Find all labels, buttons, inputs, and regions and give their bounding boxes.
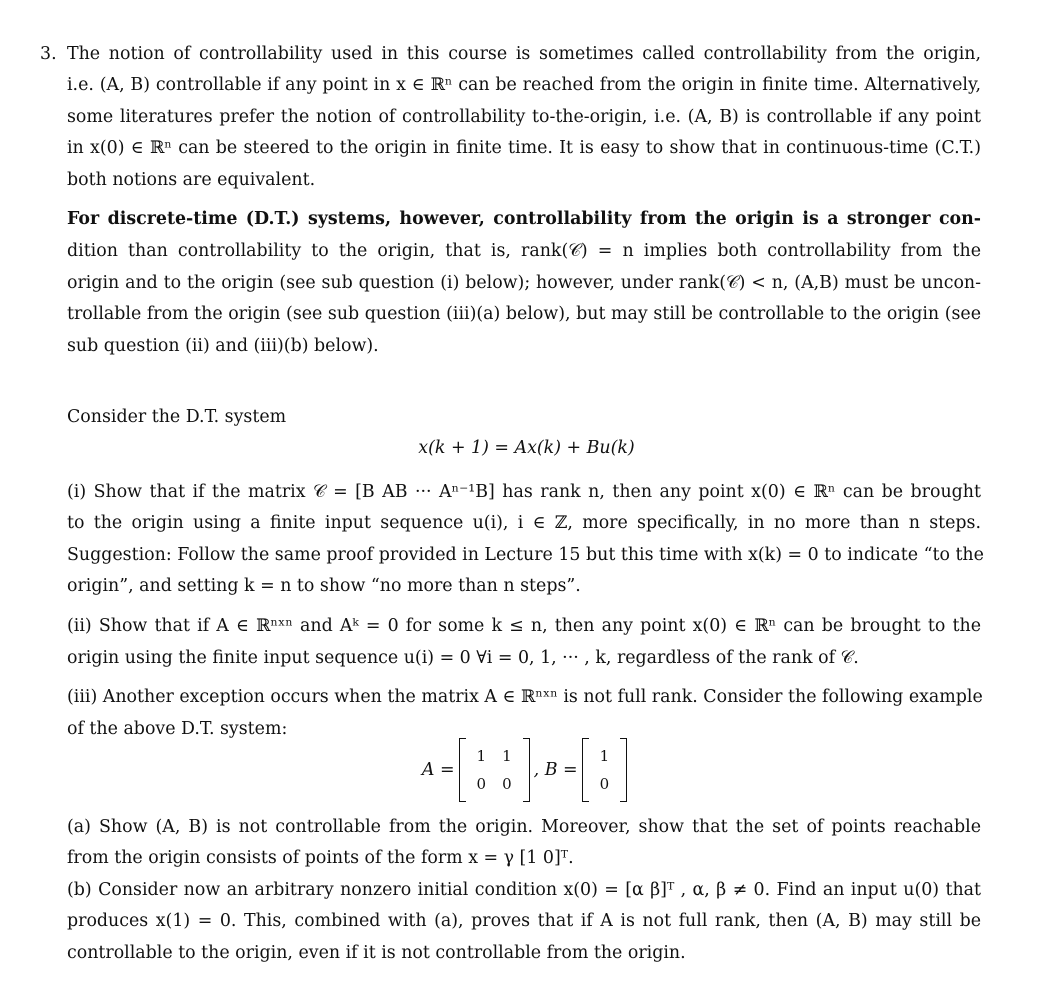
matrix-a-cell: 1 [476,747,487,765]
matrix-b-label: , B = [533,760,578,780]
matrix-b [582,742,628,798]
matrix-b-cell: 0 [599,775,610,793]
intro-line-2: i.e. (A, B) controllable if any point in x ∈ ℝⁿ can be reached from the origin in finite time. Alternatively, [67,75,981,95]
dt-line-3: origin and to the origin (see sub question (i) below); however, under rank(𝒞) < n, (A,B) must be uncon- [67,273,981,293]
intro-line-1: The notion of controllability used in this course is sometimes called controllability from the origin, [67,44,981,64]
system-equation: x(k + 1) = Ax(k) + Bu(k) [418,438,635,458]
part-b-line-2: produces x(1) = 0. This, combined with (a), proves that if A is not full rank, then (A, B) may still be [67,911,981,931]
part-iii-line-1: (iii) Another exception occurs when the matrix A ∈ ℝⁿˣⁿ is not full rank. Consider the following example [67,687,983,707]
part-a-line-1: (a) Show (A, B) is not controllable from the origin. Moreover, show that the set of points reachable [67,817,981,837]
part-b-line-3: controllable to the origin, even if it is not controllable from the origin. [67,943,686,963]
intro-line-4: in x(0) ∈ ℝⁿ can be steered to the origin in finite time. It is easy to show that in continuous-time (C.T.) [67,138,981,158]
part-iii-line-2: of the above D.T. system: [67,719,288,739]
part-i-line-3: Suggestion: Follow the same proof provided in Lecture 15 but this time with x(k) = 0 to indicate “to the [67,545,984,565]
part-i-line-2: to the origin using a finite input sequence u(i), i ∈ ℤ, more specifically, in no more than n steps. [67,513,981,533]
part-i-line-4: origin”, and setting k = n to show “no more than n steps”. [67,576,581,596]
dt-line-4: trollable from the origin (see sub question (iii)(a) below), but may still be controllable to the origin (see [67,304,981,324]
matrix-a-cell: 0 [502,775,512,793]
consider-text: Consider the D.T. system [67,407,287,427]
matrix-a-label: A = [421,760,455,780]
matrix-a [459,742,530,798]
example-matrices [0,735,1053,805]
matrix-a-cell: 0 [476,775,487,793]
part-b-line-1: (b) Consider now an arbitrary nonzero initial condition x(0) = [α β]ᵀ , α, β ≠ 0. Find an input u(0) that [67,880,981,900]
dt-line-2: dition than controllability to the origin, that is, rank(𝒞) = n implies both controllability from the [67,241,981,261]
intro-line-3: some literatures prefer the notion of controllability to-the-origin, i.e. (A, B) is controllable if any point [67,107,981,127]
part-i-line-1: (i) Show that if the matrix 𝒞 = [B AB ··· Aⁿ⁻¹B] has rank n, then any point x(0) ∈ ℝⁿ can be brought [67,482,981,502]
matrix-a-cell: 1 [502,747,512,765]
dt-line-5: sub question (ii) and (iii)(b) below). [67,336,379,356]
part-a-line-2: from the origin consists of points of the form x = γ [1 0]ᵀ. [67,848,574,868]
part-ii-line-1: (ii) Show that if A ∈ ℝⁿˣⁿ and Aᵏ = 0 for some k ≤ n, then any point x(0) ∈ ℝⁿ can be brought to the [67,616,981,636]
problem-number: 3. [40,44,57,64]
intro-line-5: both notions are equivalent. [67,170,316,190]
matrix-b-cell: 1 [599,747,610,765]
dt-line-1: For discrete-time (D.T.) systems, however, controllability from the origin is a stronger con- [67,209,981,229]
part-ii-line-2: origin using the finite input sequence u(i) = 0 ∀i = 0, 1, ··· , k, regardless of the rank of 𝒞. [67,648,859,668]
